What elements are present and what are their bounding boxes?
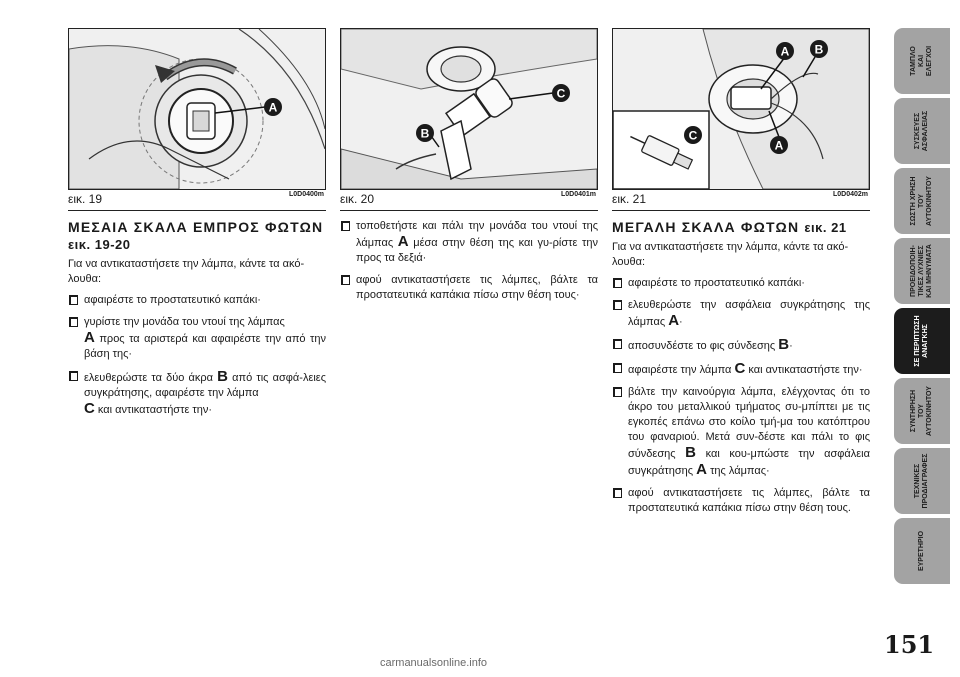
figure-caption-bar <box>340 190 598 211</box>
figure-21 <box>612 28 870 190</box>
intro-text: Για να αντικαταστήσετε την λάμπα, κάντε τα ακό-λουθα: <box>612 241 849 268</box>
intro-text: Για να αντικαταστήσετε την λάμπα, κάντε τα ακό-λουθα: <box>68 258 305 285</box>
heading-text: ΜΕΣΑΙΑ ΣΚΑΛΑ ΕΜΠΡΟΣ ΦΩΤΩΝ <box>68 219 324 235</box>
tab-technical-specs[interactable]: ΤΕΧΝΙΚΕΣ ΠΡΟΔΙΑΓΡΑΦΕΣ <box>894 448 950 514</box>
list-item: αφαιρέστε το προστατευτικό καπάκι· <box>68 293 326 308</box>
callout-a-top: A <box>780 44 790 59</box>
list-item: γυρίστε την μονάδα του ντουί της λάμπας A προς τα αριστερά και αφαιρέστε την από την βάση της· <box>68 315 326 362</box>
list-item: αφού αντικαταστήσετε τις λάμπες, βάλτε τα προστατευτικά καπάκια πίσω στην θέση τους· <box>340 273 598 303</box>
section-heading <box>612 219 870 236</box>
tab-emergency[interactable]: ΣΕ ΠΕΡΙΠΤΩΣΗ ΑΝΑΓΚΗΣ <box>894 308 950 374</box>
part-letter: A <box>84 329 95 346</box>
tab-maintenance[interactable]: ΣΥΝΤΗΡΗΣΗ ΤΟΥ ΑΥΤΟΚΙΝΗΤΟΥ <box>894 378 950 444</box>
part-letter: B <box>778 336 790 353</box>
section-heading <box>68 219 326 253</box>
watermark: carmanualsonline.info <box>380 657 488 669</box>
list-item: αφού αντικαταστήσετε τις λάμπες, βάλτε τα προστατευτικά καπάκια πίσω στην θέση τους. <box>612 486 870 516</box>
column-2 <box>340 28 598 310</box>
tab-dashboard-controls[interactable]: ΤΑΜΠΛΟ ΚΑΙ ΕΛΕΓΧΟΙ <box>894 28 950 94</box>
high-beam-illustration <box>613 29 869 189</box>
figure-20 <box>340 28 598 190</box>
figure-caption-bar <box>612 190 870 211</box>
list-item: αποσυνδέστε το φις σύνδεσης B· <box>612 337 870 354</box>
figure-code: L0D0402m <box>832 191 868 198</box>
figure-code: L0D0400m <box>288 191 324 198</box>
callout-a-bottom: A <box>774 138 784 153</box>
tab-correct-use[interactable]: ΣΩΣΤΗ ΧΡΗΣΗ ΤΟΥ ΑΥΤΟΚΙΝΗΤΟΥ <box>894 168 950 234</box>
callout-b: B <box>420 126 430 141</box>
figure-caption-bar <box>68 190 326 211</box>
bulb-install-illustration <box>341 29 597 189</box>
part-letter: A <box>668 312 680 329</box>
figure-code: L0D0401m <box>560 191 596 198</box>
figure-caption: εικ. 21 <box>612 192 647 206</box>
list-item: ελευθερώστε την ασφάλεια συγκράτησης της λάμπας A· <box>612 298 870 330</box>
step-list <box>612 276 870 516</box>
callout-b: B <box>814 42 824 57</box>
step-list <box>68 293 326 418</box>
part-letter: B <box>217 368 228 385</box>
part-letter: C <box>84 400 95 417</box>
figure-caption: εικ. 19 <box>68 192 103 206</box>
list-item: βάλτε την καινούργια λάμπα, ελέγχοντας ότι το άκρο του μεταλλικού τμήματος συ-μπίπτει με τις εγκοπές επάνω στο κοίλο τμή-μα του κατόπτρου του φαναριού. Μετά συν-δέστε και πάλι το φις σύνδεσης B και κου-μπώστε την ασφάλεια συγκράτησης A της λάμπας· <box>612 385 870 479</box>
list-item: τοποθετήστε και πάλι την μονάδα του ντουί της λάμπας A μέσα στην θέση της και γυ-ρίστε την προς τα δεξιά· <box>340 219 598 266</box>
figure-19 <box>68 28 326 190</box>
part-letter: A <box>397 233 409 250</box>
callout-c: C <box>688 128 698 143</box>
heading-text: ΜΕΓΑΛΗ ΣΚΑΛΑ ΦΩΤΩΝ <box>612 219 800 235</box>
headlamp-rotate-illustration <box>69 29 325 189</box>
column-3 <box>612 28 870 523</box>
heading-figure-ref: εικ. 19-20 <box>68 237 131 252</box>
column-1 <box>68 28 326 425</box>
list-item: αφαιρέστε το προστατευτικό καπάκι· <box>612 276 870 291</box>
heading-figure-ref: εικ. 21 <box>804 220 847 235</box>
figure-caption: εικ. 20 <box>340 192 375 206</box>
part-letter: B <box>685 444 696 461</box>
tab-warning-lights[interactable]: ΠΡΟΕΙΔΟΠΟΙΗ- ΤΙΚΕΣ ΛΥΧΝΙΕΣ ΚΑΙ ΜΗΝΥΜΑΤΑ <box>894 238 950 304</box>
part-letter: C <box>734 360 746 377</box>
tab-safety-devices[interactable]: ΣΥΣΚΕΥΕΣ ΑΣΦΑΛΕΙΑΣ <box>894 98 950 164</box>
callout-c: C <box>556 86 566 101</box>
page-number: 151 <box>884 630 935 659</box>
callout-a: A <box>268 100 278 115</box>
list-item: ελευθερώστε τα δύο άκρα B από τις ασφά-λειες συγκράτησης, αφαιρέστε την λάμπα C και αντικαταστήστε την· <box>68 369 326 418</box>
list-item: αφαιρέστε την λάμπα C και αντικαταστήστε την· <box>612 361 870 378</box>
tab-index[interactable]: ΕΥΡΕΤΗΡΙΟ <box>894 518 950 584</box>
step-list <box>340 219 598 303</box>
part-letter: A <box>696 461 707 478</box>
